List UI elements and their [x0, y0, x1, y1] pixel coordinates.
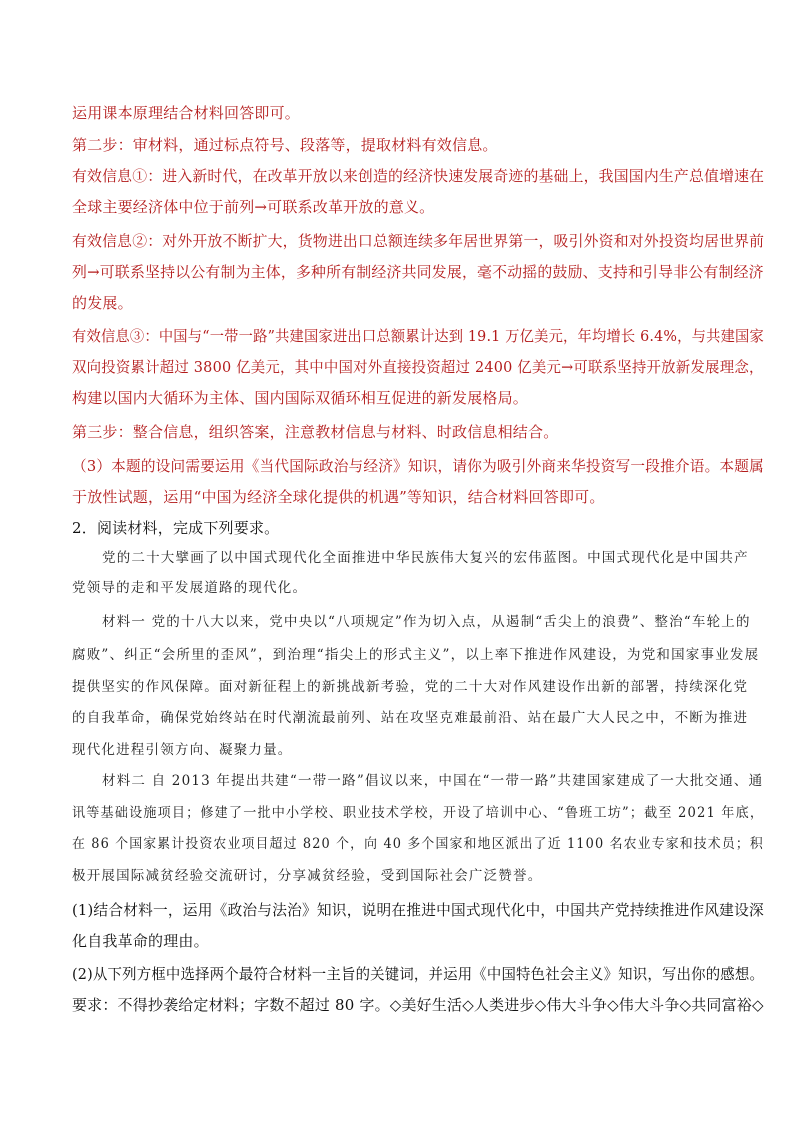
- effective-info-1-cont: 全球主要经济体中位于前列→可联系改革开放的意义。: [72, 198, 435, 216]
- effective-info-3-end: 构建以国内大循环为主体、国内国际双循环相互促进的新发展格局。: [72, 389, 529, 407]
- requirements-line: 要求：不得抄袭给定材料；字数不超过 80 字。◇美好生活◇人类进步◇伟大斗争◇伟大斗争◇共同富裕◇: [72, 996, 764, 1014]
- step-three: 第三步：整合信息，组织答案，注意教材信息与材料、时政信息相结合。: [72, 423, 559, 441]
- material-two-line-2: 讯等基础设施项目；修建了一批中小学校、职业技术学校，开设了培训中心、“鲁班工坊”；截至 2021 年底，: [72, 805, 765, 821]
- material-two-line-4: 极开展国际减贫经验交流研讨，分享减贫经验，受到国际社会广泛赞誉。: [72, 868, 543, 884]
- question-2-heading: 2．阅读材料，完成下列要求。: [72, 519, 280, 537]
- material-one-line-2: 腐败”、纠正“会所里的歪风”，到治理“指尖上的形式主义”，以上率下推进作风建设，为党和国家事业发展: [72, 647, 760, 663]
- effective-info-2-end: 的发展。: [72, 294, 133, 312]
- question-3-analysis: （3）本题的设问需要运用《当代国际政治与经济》知识，请你为吸引外商来华投资写一段推介语。本题属: [72, 457, 764, 475]
- effective-info-1: 有效信息①：进入新时代，在改革开放以来创造的经济快速发展奇迹的基础上，我国国内生产总值增速在: [72, 167, 765, 185]
- sub-question-1-cont: 化自我革命的理由。: [72, 932, 209, 950]
- intro-paragraph: 党的二十大擘画了以中国式现代化全面推进中华民族伟大复兴的宏伟蓝图。中国式现代化是中国共产: [102, 550, 749, 566]
- intro-paragraph-cont: 党领导的走和平发展道路的现代化。: [72, 580, 308, 596]
- step-two: 第二步：审材料，通过标点符号、段落等，提取材料有效信息。: [72, 136, 498, 154]
- effective-info-3: 有效信息③：中国与“一带一路”共建国家进出口总额累计达到 19.1 万亿美元，年均增长 6.4%，与共建国家: [72, 327, 764, 345]
- solution-line-1: 运用课本原理结合材料回答即可。: [72, 104, 301, 122]
- material-one-line-5: 现代化进程引领方向、凝聚力量。: [72, 742, 293, 758]
- material-two: 材料二 自 2013 年提出共建“一带一路”倡议以来，中国在“一带一路”共建国家建成了一大批交通、通: [102, 773, 764, 789]
- material-one: 材料一 党的十八大以来，党中央以“八项规定”作为切入点，从遏制“舌尖上的浪费”、整治“车轮上的: [102, 614, 751, 630]
- effective-info-2-cont: 列→可联系坚持以公有制为主体，多种所有制经济共同发展，毫不动摇的鼓励、支持和引导非公有制经济: [72, 263, 764, 281]
- effective-info-2: 有效信息②：对外开放不断扩大，货物进出口总额连续多年居世界第一，吸引外资和对外投资均居世界前: [72, 232, 765, 250]
- sub-question-1: (1)结合材料一，运用《政治与法治》知识，说明在推进中国式现代化中，中国共产党持续推进作风建设深: [72, 901, 764, 919]
- material-one-line-3: 提供坚实的作风保障。面对新征程上的新挑战新考验，党的二十大对作风建设作出新的部署，持续深化党: [72, 679, 749, 695]
- question-3-analysis-cont: 于放性试题，运用“中国为经济全球化提供的机遇”等知识，结合材料回答即可。: [72, 488, 605, 506]
- effective-info-3-cont: 双向投资累计超过 3800 亿美元，其中中国对外直接投资超过 2400 亿美元→可联系坚持开放新发展理念，: [72, 358, 764, 376]
- material-two-line-3: 在 86 个国家累计投资农业项目超过 820 个，向 40 多个国家和地区派出了近 1100 名农业专家和技术员；积: [72, 836, 764, 852]
- sub-question-2: (2)从下列方框中选择两个最符合材料一主旨的关键词，并运用《中国特色社会主义》知识，写出你的感想。: [72, 965, 765, 983]
- material-one-line-4: 的自我革命，确保党始终站在时代潮流最前列、站在攻坚克难最前沿、站在最广大人民之中，不断为推进: [72, 710, 749, 726]
